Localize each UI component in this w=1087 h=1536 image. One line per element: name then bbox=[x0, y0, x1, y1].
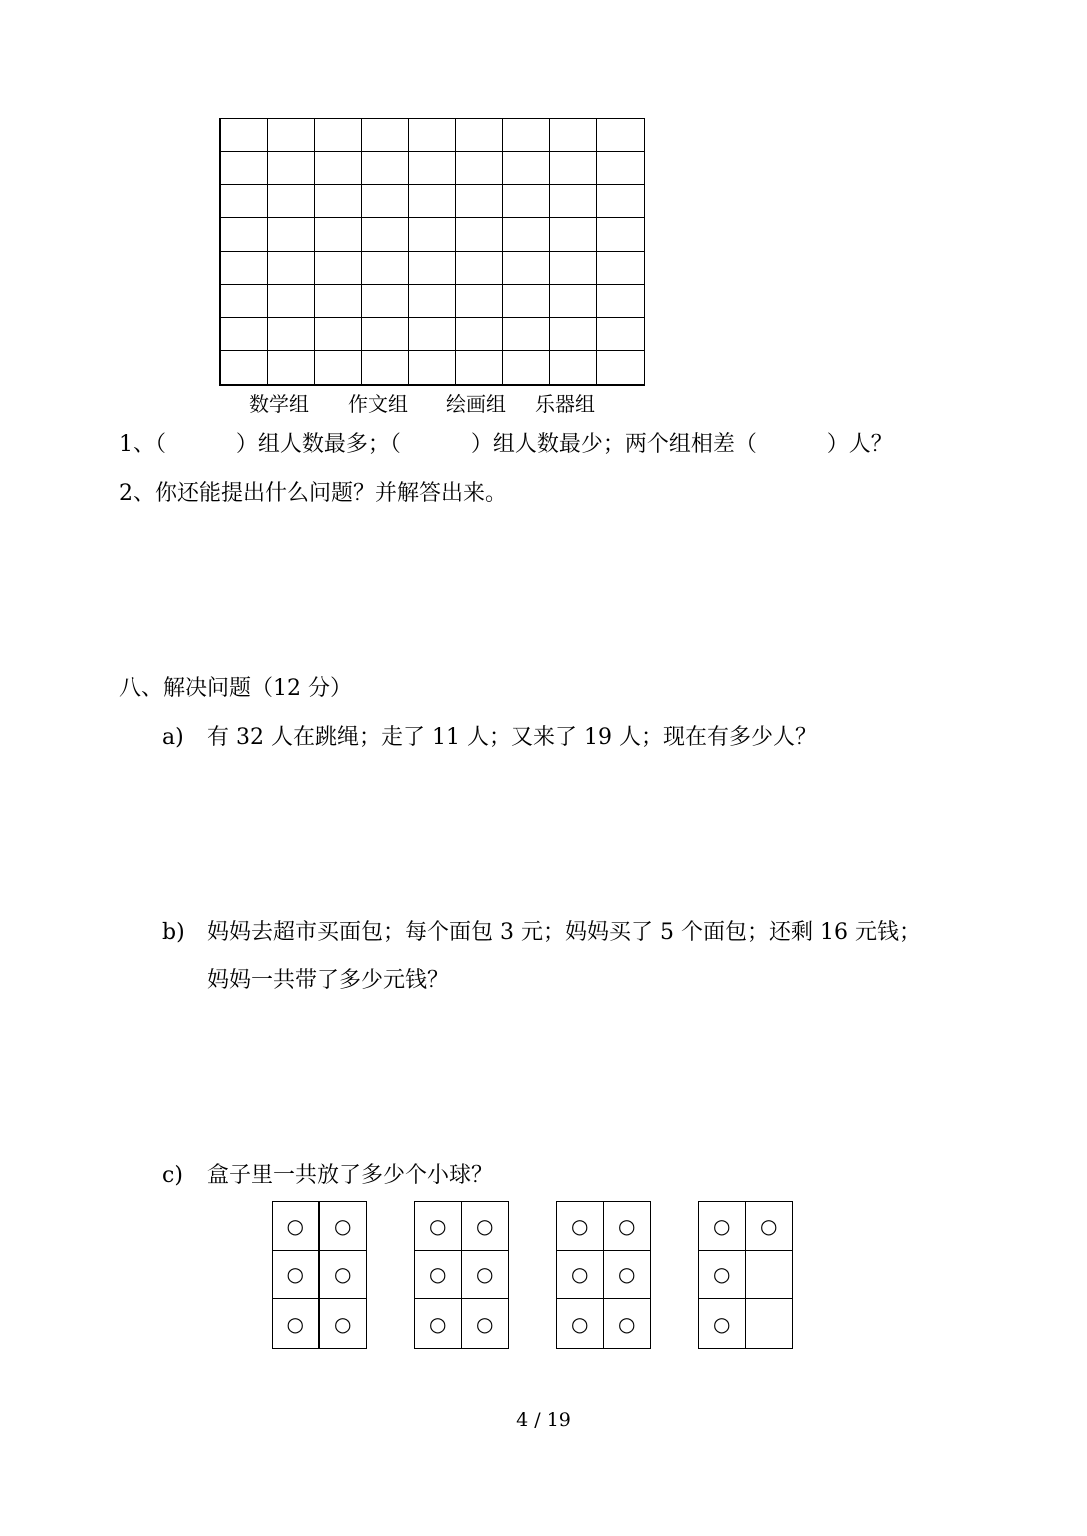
grid-cell bbox=[550, 119, 597, 152]
grid-cell bbox=[456, 218, 503, 251]
ball-slot: ○ bbox=[699, 1299, 746, 1348]
grid-cell bbox=[362, 152, 409, 185]
section-8-title: 八、解决问题（12 分） bbox=[119, 676, 352, 701]
grid-cell bbox=[550, 351, 597, 384]
ball-slot: ○ bbox=[557, 1202, 604, 1251]
grid-cell bbox=[409, 252, 456, 285]
problem-b-line-1: 妈妈去超市买面包；每个面包 3 元；妈妈买了 5 个面包；还剩 16 元钱； bbox=[207, 920, 921, 945]
grid-cell bbox=[503, 152, 550, 185]
ball-box-3 bbox=[556, 1201, 651, 1349]
grid-cell bbox=[409, 119, 456, 152]
ball-slot: ○ bbox=[273, 1299, 320, 1348]
grid-cell bbox=[456, 185, 503, 218]
grid-cell bbox=[221, 285, 268, 318]
grid-cell bbox=[503, 185, 550, 218]
grid-cell bbox=[503, 252, 550, 285]
grid-cell bbox=[268, 318, 315, 351]
grid-cell bbox=[597, 218, 644, 251]
ball-slot: ○ bbox=[699, 1251, 746, 1300]
grid-cell bbox=[315, 351, 362, 384]
category-label-math: 数学组 bbox=[249, 392, 309, 416]
grid-cell bbox=[409, 152, 456, 185]
category-label-music: 乐器组 bbox=[535, 392, 595, 416]
ball-slot: ○ bbox=[415, 1202, 462, 1251]
grid-cell bbox=[503, 218, 550, 251]
ball-slot: ○ bbox=[273, 1251, 320, 1300]
grid-cell bbox=[268, 252, 315, 285]
grid-cell bbox=[362, 218, 409, 251]
grid-cell bbox=[550, 152, 597, 185]
grid-cell bbox=[362, 185, 409, 218]
grid-cell bbox=[315, 285, 362, 318]
ball-slot: ○ bbox=[320, 1251, 367, 1300]
grid-cell bbox=[597, 285, 644, 318]
ball-slot: ○ bbox=[557, 1251, 604, 1300]
problem-b-label: b) bbox=[162, 920, 185, 945]
ball-slot: ○ bbox=[604, 1251, 651, 1300]
grid-cell bbox=[456, 318, 503, 351]
ball-slot: ○ bbox=[273, 1202, 320, 1251]
grid-cell bbox=[362, 252, 409, 285]
grid-cell bbox=[550, 185, 597, 218]
grid-cell bbox=[409, 318, 456, 351]
grid-cell bbox=[315, 252, 362, 285]
category-label-painting: 绘画组 bbox=[446, 392, 506, 416]
ball-slot: ○ bbox=[699, 1202, 746, 1251]
ball-box-4 bbox=[698, 1201, 793, 1349]
question-2: 2、你还能提出什么问题？并解答出来。 bbox=[119, 481, 507, 506]
page-number: 4 / 19 bbox=[516, 1409, 571, 1431]
ball-slot: ○ bbox=[462, 1251, 509, 1300]
grid-cell bbox=[456, 119, 503, 152]
ball-slot bbox=[746, 1299, 793, 1348]
grid-cell bbox=[503, 119, 550, 152]
grid-cell bbox=[362, 285, 409, 318]
grid-cell bbox=[550, 252, 597, 285]
problem-a-label: a) bbox=[162, 725, 184, 750]
question-1: 1、（ ）组人数最多；（ ）组人数最少；两个组相差（ ）人？ bbox=[119, 432, 893, 457]
grid-cell bbox=[362, 351, 409, 384]
grid-cell bbox=[597, 318, 644, 351]
grid-cell bbox=[315, 218, 362, 251]
grid-cell bbox=[597, 252, 644, 285]
grid-cell bbox=[550, 285, 597, 318]
ball-slot: ○ bbox=[476, 1311, 494, 1336]
ball-slot bbox=[746, 1251, 793, 1300]
grid-cell bbox=[221, 351, 268, 384]
grid-cell bbox=[221, 252, 268, 285]
ball-slot: ○ bbox=[557, 1299, 604, 1348]
statistics-grid bbox=[219, 118, 645, 386]
grid-cell bbox=[221, 185, 268, 218]
grid-cell bbox=[362, 119, 409, 152]
ball-box-2 bbox=[414, 1201, 509, 1349]
grid-cell bbox=[597, 185, 644, 218]
ball-slot: ○ bbox=[334, 1311, 352, 1336]
ball-box-1 bbox=[272, 1201, 367, 1349]
grid-cell bbox=[456, 285, 503, 318]
grid-cell bbox=[503, 285, 550, 318]
grid-cell bbox=[550, 218, 597, 251]
grid-cell bbox=[268, 152, 315, 185]
grid-cell bbox=[409, 185, 456, 218]
ball-slot: ○ bbox=[746, 1202, 793, 1251]
grid-cell bbox=[362, 318, 409, 351]
grid-cell bbox=[268, 285, 315, 318]
problem-c-label: c) bbox=[162, 1163, 183, 1188]
grid-cell bbox=[315, 119, 362, 152]
ball-slot: ○ bbox=[415, 1299, 462, 1348]
ball-slot: ○ bbox=[415, 1251, 462, 1300]
grid-cell bbox=[409, 218, 456, 251]
grid-cell bbox=[221, 318, 268, 351]
grid-cell bbox=[597, 119, 644, 152]
category-label-writing: 作文组 bbox=[348, 392, 408, 416]
grid-cell bbox=[221, 119, 268, 152]
problem-c-text: 盒子里一共放了多少个小球？ bbox=[207, 1163, 494, 1188]
grid-cell bbox=[409, 351, 456, 384]
grid-cell bbox=[503, 318, 550, 351]
grid-cell bbox=[268, 119, 315, 152]
grid-cell bbox=[550, 318, 597, 351]
problem-b-line-2: 妈妈一共带了多少元钱？ bbox=[207, 968, 450, 993]
grid-cell bbox=[315, 152, 362, 185]
grid-cell bbox=[315, 318, 362, 351]
grid-cell bbox=[597, 351, 644, 384]
grid-cell bbox=[221, 152, 268, 185]
grid-cell bbox=[597, 152, 644, 185]
grid-cell bbox=[503, 351, 550, 384]
grid-cell bbox=[268, 218, 315, 251]
ball-slot: ○ bbox=[604, 1202, 651, 1251]
grid-cell bbox=[456, 152, 503, 185]
grid-cell bbox=[409, 285, 456, 318]
ball-slot: ○ bbox=[618, 1311, 636, 1336]
grid-cell bbox=[456, 252, 503, 285]
grid-cell bbox=[268, 351, 315, 384]
grid-cell bbox=[268, 185, 315, 218]
problem-a-text: 有 32 人在跳绳；走了 11 人；又来了 19 人；现在有多少人？ bbox=[207, 725, 817, 750]
ball-slot: ○ bbox=[320, 1202, 367, 1251]
ball-slot: ○ bbox=[462, 1202, 509, 1251]
grid-cell bbox=[315, 185, 362, 218]
grid-cell bbox=[456, 351, 503, 384]
grid-cell bbox=[221, 218, 268, 251]
